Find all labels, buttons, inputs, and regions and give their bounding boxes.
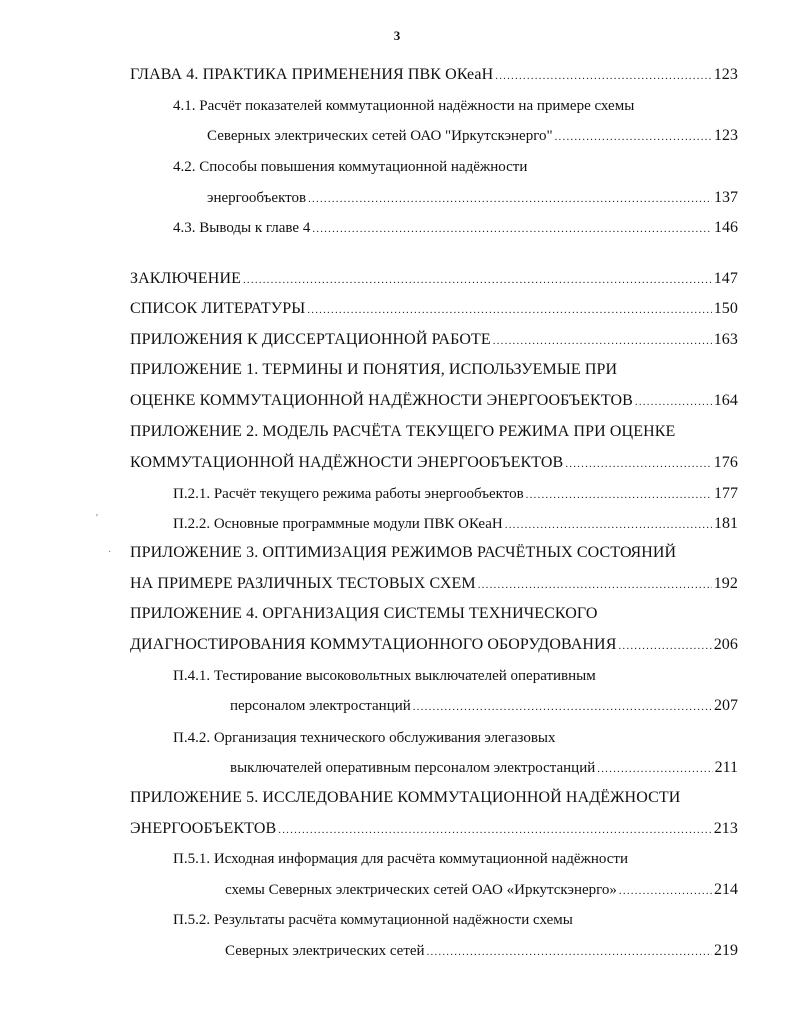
- dot-leader: [619, 879, 712, 903]
- toc-entry-title: П.4.2. Организация технического обслуживания элегазовых: [173, 730, 556, 746]
- dot-leader: [526, 483, 712, 507]
- toc-entry-p-4-1-line1[interactable]: [173, 664, 738, 688]
- toc-entry-appendix-4-line1[interactable]: [130, 602, 738, 626]
- toc-entry-title: ПРИЛОЖЕНИЕ 4. ОРГАНИЗАЦИЯ СИСТЕМЫ ТЕХНИЧЕСКОГО: [130, 605, 598, 622]
- toc-entry-title-continued: Северных электрических сетей: [225, 943, 425, 959]
- toc-page-number: 177: [714, 485, 738, 502]
- toc-entry-p-4-2-line2[interactable]: [230, 756, 738, 780]
- toc-entry-title: ЗАКЛЮЧЕНИЕ: [130, 270, 241, 287]
- toc-entry-references[interactable]: [130, 297, 738, 321]
- dot-leader: [555, 125, 712, 149]
- toc-page-number: 147: [713, 270, 738, 287]
- toc-page-number: 211: [714, 759, 738, 776]
- toc-page-number: 123: [714, 127, 738, 144]
- toc-page-number: 181: [714, 515, 738, 532]
- toc-page-number: 176: [713, 454, 738, 471]
- toc-entry-p-2-2[interactable]: [173, 512, 738, 536]
- toc-entry-title: 4.3. Выводы к главе 4: [173, 220, 311, 236]
- scan-speck: ·: [108, 547, 112, 558]
- toc-entry-chapter-4[interactable]: [130, 63, 738, 87]
- toc-page-number: 150: [713, 300, 738, 317]
- toc-entry-title-continued: Северных электрических сетей ОАО "Иркутскэнерго": [207, 128, 553, 144]
- toc-entry-appendix-1-line2[interactable]: [130, 389, 738, 413]
- toc-entry-title: ПРИЛОЖЕНИЕ 2. МОДЕЛЬ РАСЧЁТА ТЕКУЩЕГО РЕЖИМА ПРИ ОЦЕНКЕ: [130, 423, 676, 440]
- dot-leader: [618, 634, 711, 658]
- toc-entry-title-continued: КОММУТАЦИОННОЙ НАДЁЖНОСТИ ЭНЕРГООБЪЕКТОВ: [130, 454, 564, 471]
- toc-entry-title: 4.2. Способы повышения коммутационной надёжности: [173, 159, 528, 175]
- toc-entry-appendix-2-line1[interactable]: [130, 420, 738, 444]
- dot-leader: [312, 217, 712, 241]
- toc-entry-appendix-1-line1[interactable]: [130, 358, 738, 382]
- toc-entry-title: ПРИЛОЖЕНИЕ 3. ОПТИМИЗАЦИЯ РЕЖИМОВ РАСЧЁТНЫХ СОСТОЯНИЙ: [130, 544, 677, 561]
- toc-page-number: 137: [714, 189, 738, 206]
- dot-leader: [505, 513, 712, 537]
- toc-page-number: 213: [713, 820, 738, 837]
- toc-entry-4-2-line1[interactable]: [173, 155, 738, 179]
- toc-entry-p-5-2-line2[interactable]: [225, 939, 738, 963]
- toc-entry-title-continued: схемы Северных электрических сетей ОАО «Иркутскэнерго»: [225, 882, 617, 898]
- toc-entry-title: СПИСОК ЛИТЕРАТУРЫ: [130, 300, 306, 317]
- toc-entry-p-4-2-line1[interactable]: [173, 726, 738, 750]
- toc-page-number: 207: [714, 697, 738, 714]
- toc-entry-title-continued: ОЦЕНКЕ КОММУТАЦИОННОЙ НАДЁЖНОСТИ ЭНЕРГООБЪЕКТОВ: [130, 392, 633, 409]
- dot-leader: [427, 940, 712, 964]
- toc-entry-title: П.2.1. Расчёт текущего режима работы энергообъектов: [173, 486, 524, 502]
- toc-page-number: 123: [713, 66, 738, 83]
- toc-entry-appendix-4-line2[interactable]: [130, 633, 738, 657]
- toc-page-number: 146: [714, 219, 738, 236]
- toc-entry-title: П.5.1. Исходная информация для расчёта коммутационной надёжности: [173, 851, 629, 867]
- toc-entry-title: ПРИЛОЖЕНИЕ 1. ТЕРМИНЫ И ПОНЯТИЯ, ИСПОЛЬЗУЕМЫЕ ПРИ: [130, 361, 618, 378]
- toc-page-number: 192: [713, 575, 738, 592]
- dot-leader: [635, 390, 712, 414]
- toc-entry-p-5-1-line1[interactable]: [173, 847, 738, 871]
- toc-entry-appendix-2-line2[interactable]: [130, 451, 738, 475]
- dot-leader: [307, 298, 711, 322]
- toc-entry-appendix-5-line1[interactable]: [130, 786, 738, 810]
- toc-page-number: 163: [713, 331, 738, 348]
- toc-entry-title: ГЛАВА 4. ПРАКТИКА ПРИМЕНЕНИЯ ПВК ОКеаН: [130, 66, 494, 83]
- toc-entry-4-3[interactable]: [173, 216, 738, 240]
- toc-entry-title: П.5.2. Результаты расчёта коммутационной надёжности схемы: [173, 912, 573, 928]
- toc-entry-appendix-5-line2[interactable]: [130, 817, 738, 841]
- toc-entry-p-2-1[interactable]: [173, 482, 738, 506]
- dot-leader: [493, 329, 712, 353]
- toc-entry-title: П.2.2. Основные программные модули ПВК ОКеаН: [173, 516, 503, 532]
- toc-entry-4-1-line1[interactable]: [173, 94, 738, 118]
- toc-entry-title-continued: выключателей оперативным персоналом электростанций: [230, 760, 596, 776]
- toc-entry-p-5-1-line2[interactable]: [225, 878, 738, 902]
- toc-page-number: 164: [713, 392, 738, 409]
- dot-leader: [243, 268, 712, 292]
- toc-entry-appendix-3-line2[interactable]: [130, 572, 738, 596]
- dot-leader: [597, 757, 712, 781]
- toc-entry-appendices[interactable]: [130, 328, 738, 352]
- scan-speck: ′: [96, 513, 99, 524]
- dot-leader: [495, 64, 711, 88]
- toc-entry-title: ПРИЛОЖЕНИЕ 5. ИССЛЕДОВАНИЕ КОММУТАЦИОННОЙ НАДЁЖНОСТИ: [130, 789, 681, 806]
- toc-entry-title-continued: ЭНЕРГООБЪЕКТОВ: [130, 820, 277, 837]
- toc-page-number: 214: [714, 881, 738, 898]
- dot-leader: [565, 452, 711, 476]
- page-number: 3: [393, 28, 401, 43]
- toc-entry-title-continued: персоналом электростанций: [230, 698, 411, 714]
- toc-entry-appendix-3-line1[interactable]: [130, 541, 738, 565]
- toc-page-number: 206: [713, 636, 738, 653]
- toc-entry-title-continued: энергообъектов: [207, 190, 307, 206]
- toc-entry-p-4-1-line2[interactable]: [230, 694, 738, 718]
- toc-entry-title: 4.1. Расчёт показателей коммутационной надёжности на примере схемы: [173, 98, 635, 114]
- toc-page-number: 219: [714, 942, 738, 959]
- toc-entry-4-1-line2[interactable]: [207, 124, 738, 148]
- toc-entry-4-2-line2[interactable]: [207, 186, 738, 210]
- toc-entry-p-5-2-line1[interactable]: [173, 908, 738, 932]
- dot-leader: [413, 695, 712, 719]
- toc-entry-conclusion[interactable]: [130, 267, 738, 291]
- toc-entry-title-continued: ДИАГНОСТИРОВАНИЯ КОММУТАЦИОННОГО ОБОРУДОВАНИЯ: [130, 636, 617, 653]
- toc-entry-title: П.4.1. Тестирование высоковольтных выключателей оперативным: [173, 668, 596, 684]
- toc-entry-title-continued: НА ПРИМЕРЕ РАЗЛИЧНЫХ ТЕСТОВЫХ СХЕМ: [130, 575, 476, 592]
- dot-leader: [308, 187, 712, 211]
- dot-leader: [278, 818, 711, 842]
- toc-entry-title: ПРИЛОЖЕНИЯ К ДИССЕРТАЦИОННОЙ РАБОТЕ: [130, 331, 491, 348]
- dot-leader: [478, 573, 712, 597]
